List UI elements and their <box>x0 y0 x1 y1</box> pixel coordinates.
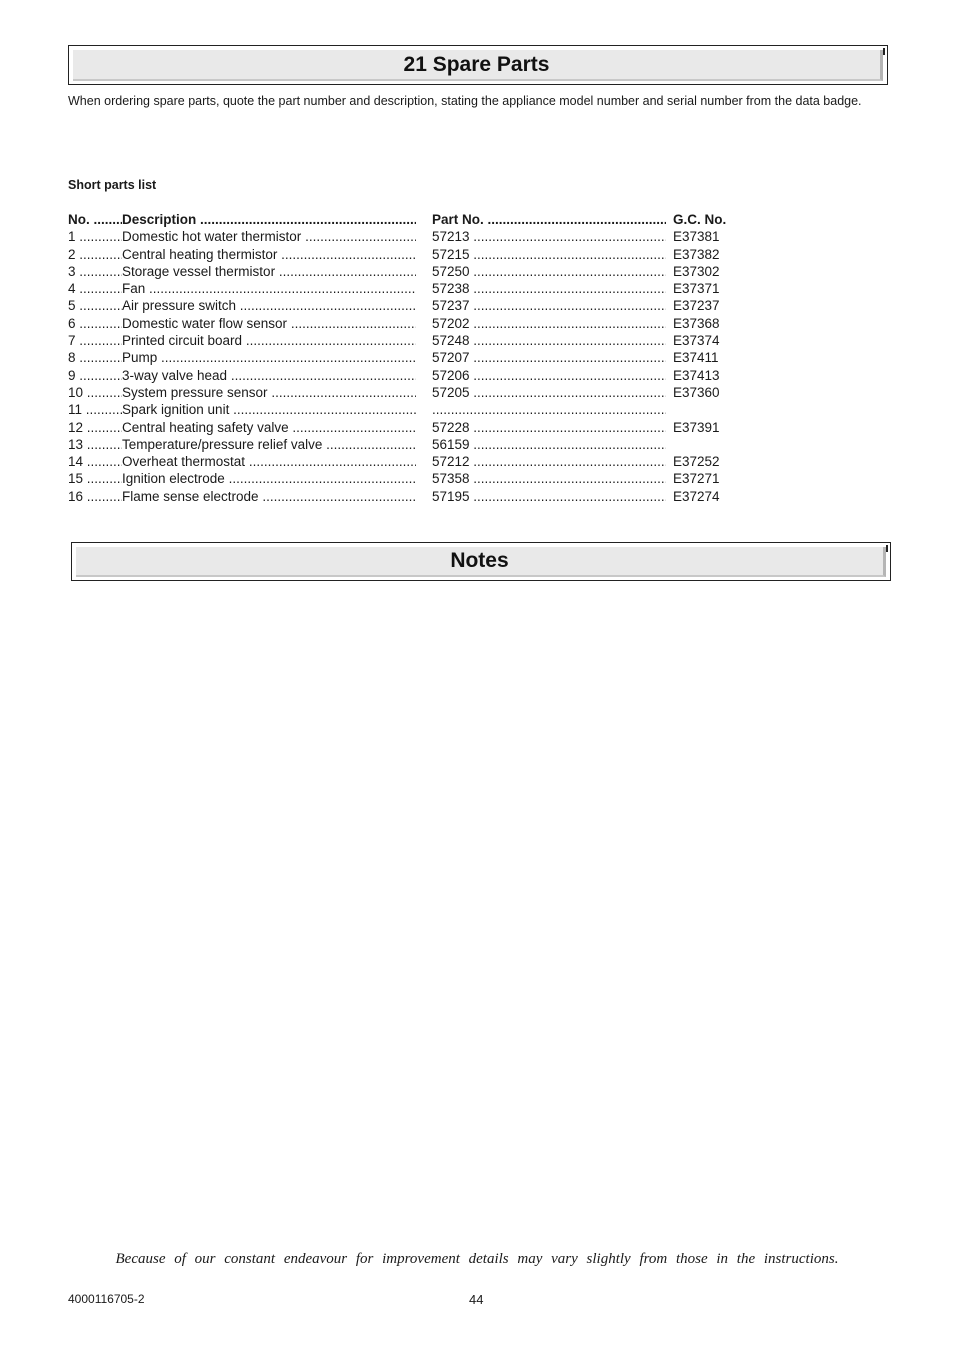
gc-no: E37360 <box>673 384 720 400</box>
table-row <box>68 263 748 280</box>
parts-table <box>68 211 748 505</box>
table-row <box>68 332 748 349</box>
part-description: Overheat thermostat <box>122 454 246 470</box>
column-header-no: No. <box>68 212 90 227</box>
part-no: 57205 <box>432 384 470 400</box>
part-no: 57212 <box>432 454 470 470</box>
table-row <box>68 419 748 436</box>
parts-table-header <box>68 211 748 228</box>
part-description: Printed circuit board <box>122 333 243 349</box>
gc-no: E37274 <box>673 488 720 504</box>
part-description: Central heating thermistor <box>122 246 278 262</box>
gc-no: E37391 <box>673 419 720 435</box>
table-row <box>68 453 748 470</box>
notes-corner-mark <box>886 545 888 552</box>
part-number-index: 6 <box>68 315 76 331</box>
part-description: Central heating safety valve <box>122 419 289 435</box>
part-no: 57237 <box>432 298 470 314</box>
part-description: Domestic hot water thermistor <box>122 229 302 245</box>
part-no: 57206 <box>432 367 470 383</box>
notes-title: Notes <box>76 547 886 577</box>
part-no: 57250 <box>432 263 470 279</box>
table-row <box>68 228 748 245</box>
part-number-index: 16 <box>68 488 84 504</box>
part-number-index: 11 <box>68 402 83 418</box>
part-no: 57213 <box>432 229 470 245</box>
part-no: 57207 <box>432 350 470 366</box>
part-number-index: 2 <box>68 246 76 262</box>
part-number-index: 10 <box>68 384 84 400</box>
notes-title-box <box>71 542 891 581</box>
table-row <box>68 246 748 263</box>
part-number-index: 14 <box>68 454 84 470</box>
part-description: Pump <box>122 350 158 366</box>
part-description: Spark ignition unit <box>122 402 230 418</box>
part-no: 57228 <box>432 419 470 435</box>
part-number-index: 15 <box>68 471 84 487</box>
gc-no: E37381 <box>673 229 720 245</box>
column-header-description: Description <box>122 212 197 227</box>
title-corner-mark <box>883 48 885 55</box>
gc-no: E37413 <box>673 367 720 383</box>
part-number-index: 12 <box>68 419 84 435</box>
part-no: 57238 <box>432 281 470 297</box>
table-row <box>68 488 748 505</box>
part-description: Fan <box>122 281 146 297</box>
table-row <box>68 401 748 418</box>
part-number-index: 4 <box>68 281 76 297</box>
part-description: Flame sense electrode <box>122 488 259 504</box>
part-no: 57202 <box>432 315 470 331</box>
table-row <box>68 349 748 366</box>
gc-no: E37302 <box>673 263 720 279</box>
parts-list-heading: Short parts list <box>68 178 157 192</box>
part-description: Domestic water flow sensor <box>122 315 288 331</box>
gc-no: E37237 <box>673 298 720 314</box>
gc-no: E37368 <box>673 315 720 331</box>
part-description: Air pressure switch <box>122 298 237 314</box>
part-description: Ignition electrode <box>122 471 225 487</box>
part-number-index: 9 <box>68 367 76 383</box>
part-description: Storage vessel thermistor <box>122 263 276 279</box>
table-row <box>68 384 748 401</box>
section-title: 21 Spare Parts <box>73 50 883 81</box>
table-row <box>68 367 748 384</box>
column-header-part-no: Part No. <box>432 212 484 227</box>
part-no: 57215 <box>432 246 470 262</box>
part-description: 3-way valve head <box>122 367 228 383</box>
table-row <box>68 315 748 332</box>
gc-no: E37382 <box>673 246 720 262</box>
column-header-gc-no: G.C. No. <box>673 212 727 227</box>
table-row <box>68 280 748 297</box>
table-row <box>68 470 748 487</box>
section-title-box <box>68 45 888 85</box>
part-description: Temperature/pressure relief valve <box>122 436 323 452</box>
part-no: 57358 <box>432 471 470 487</box>
part-number-index: 5 <box>68 298 76 314</box>
gc-no: E37371 <box>673 281 720 297</box>
gc-no: E37374 <box>673 333 720 349</box>
page-number: 44 <box>469 1292 484 1307</box>
gc-no: E37252 <box>673 454 720 470</box>
improvement-disclaimer: Because of our constant endeavour for improvement details may vary slightly from those in the instructions. <box>115 1251 839 1267</box>
part-no: 57195 <box>432 488 470 504</box>
part-no: 57248 <box>432 333 470 349</box>
intro-text: When ordering spare parts, quote the part number and description, stating the appliance model number and serial number from the data badge. <box>68 94 862 108</box>
gc-no: E37411 <box>673 350 719 366</box>
part-number-index: 13 <box>68 436 84 452</box>
table-row <box>68 436 748 453</box>
parts-table-body <box>68 228 748 505</box>
gc-no: E37271 <box>673 471 720 487</box>
part-number-index: 8 <box>68 350 76 366</box>
part-number-index: 7 <box>68 333 76 349</box>
part-description: System pressure sensor <box>122 384 268 400</box>
part-number-index: 3 <box>68 263 76 279</box>
part-no: 56159 <box>432 436 470 452</box>
table-row <box>68 297 748 314</box>
part-number-index: 1 <box>68 229 76 245</box>
document-reference: 4000116705-2 <box>68 1292 145 1306</box>
